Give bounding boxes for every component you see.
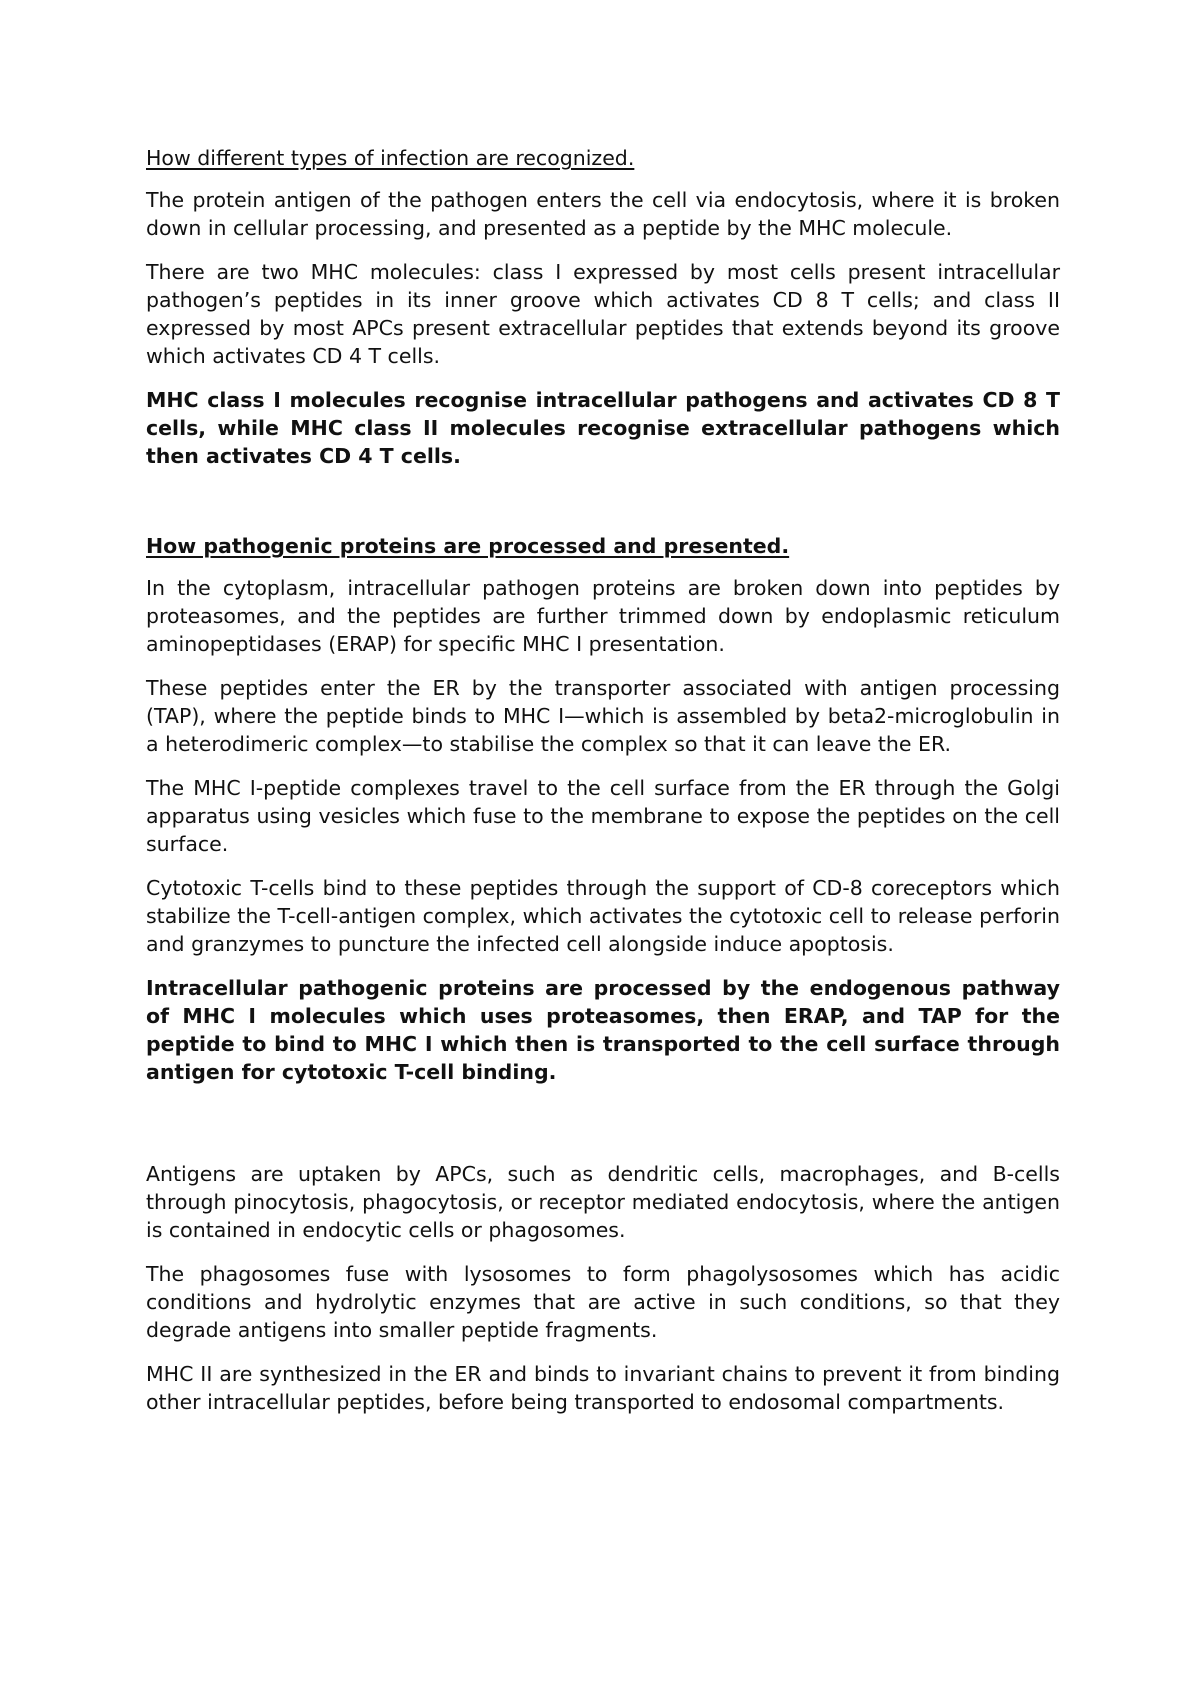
spacer <box>146 486 1060 532</box>
summary-paragraph: Intracellular pathogenic proteins are processed by the endogenous pathway of MHC I molecules which uses proteasomes, then ERAP, and TAP for the peptide to bind to MHC I which then is transported to the cell surface through antigen for cytotoxic T-cell binding. <box>146 976 1060 1084</box>
document-page <box>146 144 1060 1432</box>
paragraph: MHC II are synthesized in the ER and binds to invariant chains to prevent it from binding other intracellular peptides, before being transported to endosomal compartments. <box>146 1362 1060 1414</box>
paragraph: Antigens are uptaken by APCs, such as dendritic cells, macrophages, and B-cells through pinocytosis, phagocytosis, or receptor mediated endocytosis, where the antigen is contained in endocytic cells or phagosomes. <box>146 1162 1060 1242</box>
paragraph: These peptides enter the ER by the transporter associated with antigen processing (TAP), where the peptide binds to MHC I—which is assembled by beta2-microglobulin in a heterodimeric complex—to stabilise the complex so that it can leave the ER. <box>146 676 1060 756</box>
summary-paragraph: MHC class I molecules recognise intracellular pathogens and activates CD 8 T cells, while MHC class II molecules recognise extracellular pathogens which then activates CD 4 T cells. <box>146 388 1060 468</box>
paragraph: In the cytoplasm, intracellular pathogen proteins are broken down into peptides by proteasomes, and the peptides are further trimmed down by endoplasmic reticulum aminopeptidases (ERAP) for specific MHC I presentation. <box>146 576 1060 656</box>
paragraph: There are two MHC molecules: class I expressed by most cells present intracellular pathogen’s peptides in its inner groove which activates CD 8 T cells; and class II expressed by most APCs present extracellular peptides that extends beyond its groove which activates CD 4 T cells. <box>146 260 1060 368</box>
paragraph: The phagosomes fuse with lysosomes to form phagolysosomes which has acidic conditions and hydrolytic enzymes that are active in such conditions, so that they degrade antigens into smaller peptide fragments. <box>146 1262 1060 1342</box>
section-heading-recognition: How different types of infection are recognized. <box>146 146 635 170</box>
paragraph: The protein antigen of the pathogen enters the cell via endocytosis, where it is broken down in cellular processing, and presented as a peptide by the MHC molecule. <box>146 188 1060 240</box>
spacer <box>146 1102 1060 1160</box>
section-heading-processing: How pathogenic proteins are processed and presented. <box>146 534 790 558</box>
paragraph: Cytotoxic T-cells bind to these peptides through the support of CD-8 coreceptors which stabilize the T-cell-antigen complex, which activates the cytotoxic cell to release perforin and granzymes to puncture the infected cell alongside induce apoptosis. <box>146 876 1060 956</box>
paragraph: The MHC I-peptide complexes travel to the cell surface from the ER through the Golgi apparatus using vesicles which fuse to the membrane to expose the peptides on the cell surface. <box>146 776 1060 856</box>
